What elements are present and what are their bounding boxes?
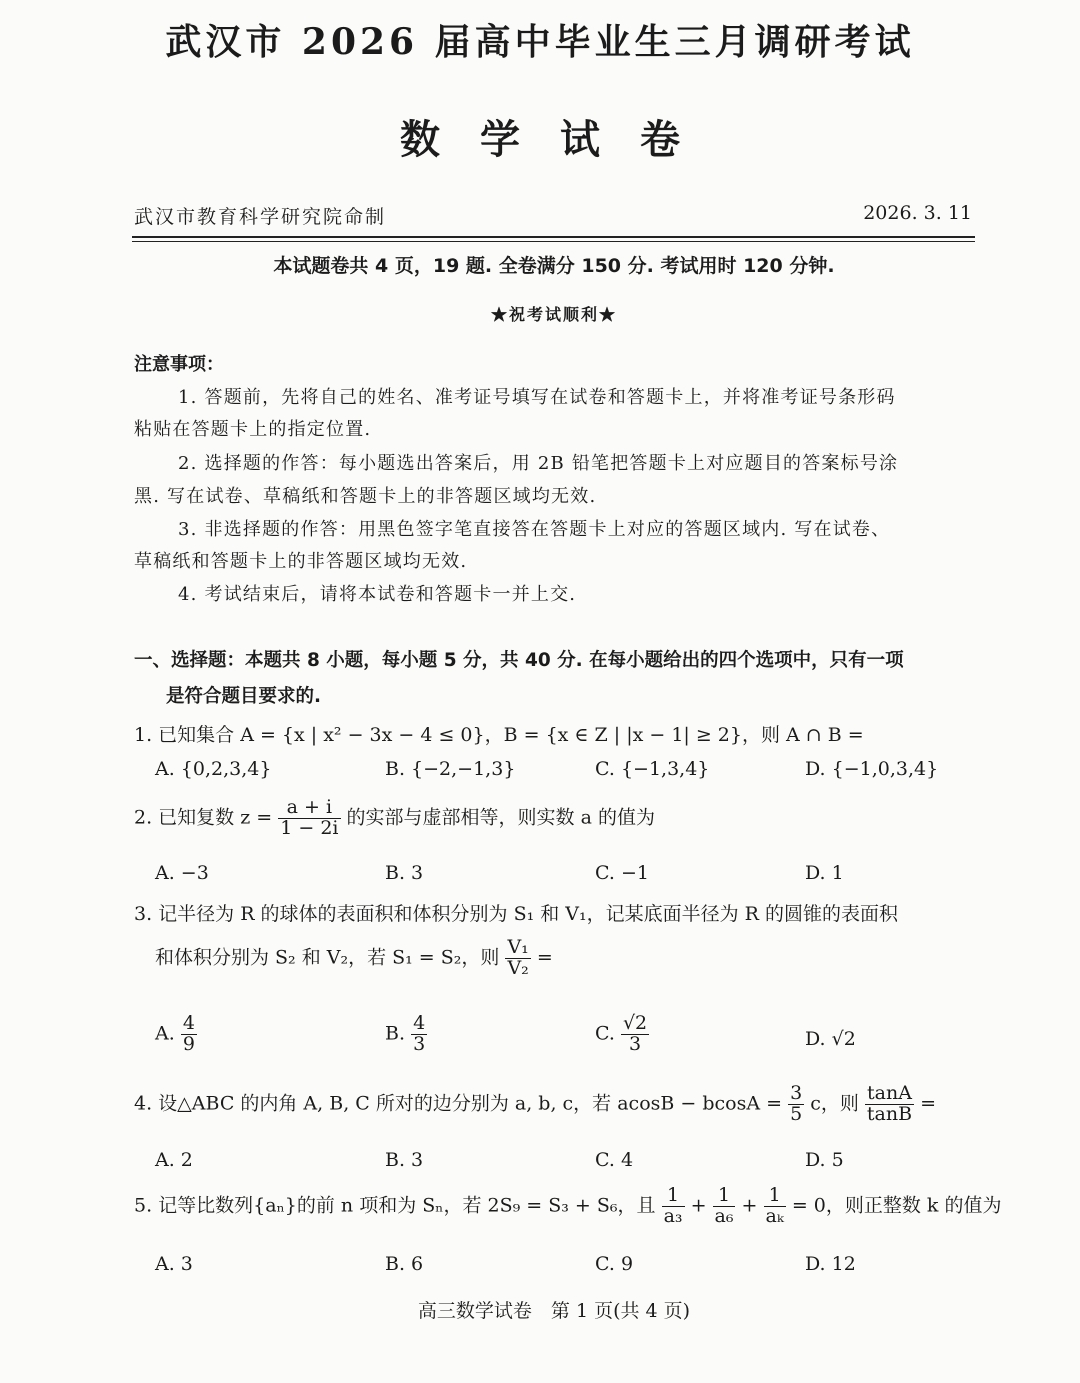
q3-option-c-num: √2 (622, 1012, 648, 1034)
question-5-stem (134, 1186, 1001, 1227)
note-line: 2. 选择题的作答：每小题选出答案后，用 2B 铅笔把答题卡上对应题目的答案标号涂 (178, 453, 899, 474)
q5-frac1-den: a₃ (663, 1204, 683, 1227)
q5-stem-post: = 0，则正整数 k 的值为 (791, 1194, 1002, 1217)
question-4-stem (134, 1084, 936, 1125)
plus-sign: + (690, 1194, 707, 1217)
q5-option-a: A. 3 (155, 1253, 193, 1275)
q4-frac1-num: 3 (790, 1082, 803, 1104)
question-3-stem-line2 (155, 938, 553, 979)
q2-stem-pre: 2. 已知复数 z = (134, 806, 273, 829)
q3-frac-num: V₁ (507, 936, 529, 958)
q4-stem-pre: 4. 设△ABC 的内角 A, B, C 所对的边分别为 a, b, c，若 acosB − bcosA = (134, 1092, 783, 1115)
q2-option-c: C. −1 (595, 862, 649, 884)
note-line: 草稿纸和答题卡上的非答题区域均无效. (134, 551, 468, 572)
q2-fraction (278, 798, 340, 839)
q3-frac-den: V₂ (507, 956, 529, 979)
q2-frac-den: 1 − 2i (280, 816, 339, 839)
section-heading: 一、选择题：本题共 8 小题，每小题 5 分，共 40 分. 在每小题给出的四个选项中，只有一项 (134, 650, 904, 671)
notes-heading: 注意事项： (134, 354, 224, 375)
q4-option-a: A. 2 (155, 1149, 193, 1171)
q2-frac-num: a + i (278, 798, 340, 819)
q1-option-b: B. {−2,−1,3} (385, 758, 516, 780)
page-footer: 高三数学试卷 第 1 页(共 4 页) (417, 1300, 691, 1322)
q3-stem-pre: 和体积分别为 S₂ 和 V₂，若 S₁ = S₂，则 (155, 946, 500, 969)
q3-option-a-den: 9 (182, 1032, 195, 1055)
q5-fraction-1 (662, 1186, 685, 1227)
q2-option-b: B. 3 (385, 862, 424, 884)
q5-frac2-den: a₆ (714, 1204, 734, 1227)
q3-option-d (805, 1028, 856, 1050)
q3-option-b-fraction (411, 1014, 427, 1055)
q5-frac1-num: 1 (662, 1186, 685, 1207)
q4-stem-post: = (920, 1092, 937, 1115)
q4-option-d: D. 5 (805, 1149, 844, 1171)
q3-fraction (505, 938, 530, 979)
q5-frac3-num: 1 (764, 1186, 786, 1207)
q4-fraction-2 (865, 1084, 914, 1125)
q1-option-c: C. {−1,3,4} (595, 758, 710, 780)
q4-frac1-den: 5 (790, 1102, 803, 1125)
exam-title: 武汉市 2026 届高中毕业生三月调研考试 (165, 21, 915, 63)
q5-option-d: D. 12 (805, 1253, 856, 1275)
question-3-stem-line1: 3. 记半径为 R 的球体的表面积和体积分别为 S₁ 和 V₁，记某底面半径为 R 的圆锥的表面积 (134, 903, 899, 925)
q3-option-b-num: 4 (413, 1012, 426, 1034)
note-line: 4. 考试结束后，请将本试卷和答题卡一并上交. (178, 584, 577, 605)
q3-option-b-den: 3 (413, 1032, 426, 1055)
header-rule (132, 236, 975, 238)
q3-option-b-label: B. (385, 1022, 406, 1045)
exam-info: 本试题卷共 4 页，19 题. 全卷满分 150 分. 考试用时 120 分钟. (273, 255, 835, 277)
q3-option-c-fraction (621, 1014, 649, 1055)
note-line: 1. 答题前，先将自己的姓名、准考证号填写在试卷和答题卡上，并将准考证号条形码 (178, 387, 896, 408)
q3-option-d-value: √2 (831, 1028, 856, 1050)
exam-date: 2026. 3. 11 (863, 202, 972, 224)
q4-frac2-den: tanB (866, 1102, 913, 1125)
q5-fraction-2 (713, 1186, 736, 1227)
note-line: 粘贴在答题卡上的指定位置. (134, 419, 372, 440)
plus-sign: + (741, 1194, 758, 1217)
q1-option-d: D. {−1,0,3,4} (805, 758, 939, 780)
q3-option-a-num: 4 (182, 1012, 195, 1034)
q5-option-b: B. 6 (385, 1253, 424, 1275)
q3-option-d-label: D. (805, 1028, 826, 1050)
q5-frac2-num: 1 (713, 1186, 736, 1207)
q1-option-a: A. {0,2,3,4} (155, 758, 272, 780)
q2-option-d: D. 1 (805, 862, 844, 884)
q3-option-a-label: A. (155, 1022, 175, 1045)
q3-option-c-den: 3 (629, 1032, 642, 1055)
q2-stem-post: 的实部与虚部相等，则实数 a 的值为 (346, 806, 655, 829)
section-heading-cont: 是符合题目要求的. (166, 686, 322, 707)
q3-option-a (155, 1014, 197, 1055)
note-line: 黑. 写在试卷、草稿纸和答题卡上的非答题区域均无效. (134, 486, 597, 507)
subject-title: 数学试卷 (400, 116, 720, 163)
q5-stem-pre: 5. 记等比数列{aₙ}的前 n 项和为 Sₙ，若 2S₉ = S₃ + S₆，且 (134, 1194, 656, 1217)
q5-option-c: C. 9 (595, 1253, 634, 1275)
question-1-stem: 1. 已知集合 A = {x | x² − 3x − 4 ≤ 0}，B = {x ∈ Z | |x − 1| ≥ 2}，则 A ∩ B = (134, 724, 864, 746)
q3-option-b (385, 1014, 427, 1055)
good-luck-line: ★祝考试顺利★ (490, 305, 617, 324)
note-line: 3. 非选择题的作答：用黑色签字笔直接答在答题卡上对应的答题区域内. 写在试卷、 (178, 519, 891, 540)
q3-option-a-fraction (181, 1014, 197, 1055)
q4-stem-mid: c，则 (810, 1092, 859, 1115)
q4-option-c: C. 4 (595, 1149, 634, 1171)
issuer: 武汉市教育科学研究院命制 (134, 206, 387, 228)
q3-stem-post: = (536, 946, 553, 969)
question-2-stem (134, 798, 655, 839)
q4-option-b: B. 3 (385, 1149, 424, 1171)
q3-option-c-label: C. (595, 1022, 615, 1045)
q4-fraction-1 (788, 1084, 804, 1125)
header-rule-thin (132, 241, 975, 242)
q5-frac3-den: aₖ (765, 1204, 784, 1227)
q5-fraction-3 (764, 1186, 786, 1227)
q2-option-a: A. −3 (155, 862, 209, 884)
q3-option-c (595, 1014, 649, 1055)
q4-frac2-num: tanA (865, 1084, 914, 1105)
